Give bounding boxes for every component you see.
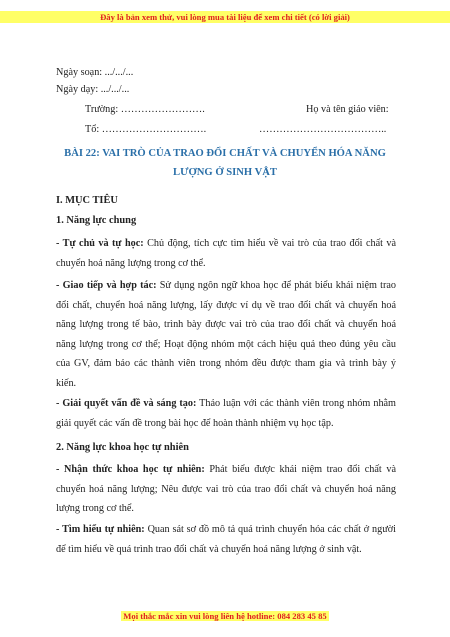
paragraph-text: Quan sát sơ đồ mô tả quá trình chuyển hóa các chất ở người để tìm hiểu về quá trình trao đổi chất và chuyển hoá năng lượng ở sinh vật. — [56, 524, 396, 555]
ngay-soan: Ngày soạn: .../.../... — [56, 67, 134, 78]
paragraph-text: Phát biểu được khái niệm trao đổi chất và chuyển hoá năng lượng; Nêu được vai trò của trao đổi chất và chuyển hoá năng lượng trong cơ thể. — [56, 464, 397, 514]
paragraph-label: - Giao tiếp và hợp tác: — [56, 280, 157, 291]
paragraph-label: - Tự chủ và tự học: — [56, 238, 144, 249]
lesson-title-line2: LƯỢNG Ở SINH VẬT — [173, 167, 277, 178]
paragraph-label: - Nhận thức khoa học tự nhiên: — [56, 464, 205, 475]
ngay-day: Ngày dạy: .../.../... — [56, 84, 130, 95]
to-field: Tổ: …………………………. — [85, 124, 207, 135]
preview-banner-text: Đây là bản xem thử, vui lòng mua tài liệu để xem chi tiết (có lời giải) — [100, 12, 350, 22]
paragraph-text: Chủ động, tích cực tìm hiểu về vai trò của trao đổi chất và chuyển hoá năng lượng trong cơ thể. — [56, 238, 397, 269]
paragraph-communication — [56, 276, 396, 393]
subsection-general-competence: 1. Năng lực chung — [56, 215, 137, 226]
paragraph-self-study — [56, 234, 396, 273]
teacher-name-field: Họ và tên giáo viên: — [306, 104, 389, 115]
paragraph-label: - Giải quyết vấn đề và sáng tạo: — [56, 398, 197, 409]
truong-field: Trường: ……………………. — [85, 104, 205, 115]
paragraph-science-awareness — [56, 460, 396, 519]
hotline-banner-text: Mọi thắc mắc xin vui lòng liên hệ hotline: 084 283 45 85 — [123, 611, 327, 621]
preview-banner — [0, 11, 450, 23]
teacher-name-dots: ……………………………….. — [259, 124, 387, 135]
paragraph-text: Thảo luận với các thành viên trong nhóm nhằm giải quyết các vấn đề trong bài học để hoàn thành nhiệm vụ học tập. — [56, 398, 396, 429]
section-objectives: I. MỤC TIÊU — [56, 195, 118, 206]
paragraph-explore-nature — [56, 520, 396, 559]
paragraph-label: - Tìm hiểu tự nhiên: — [56, 524, 145, 535]
paragraph-problem-solving — [56, 394, 396, 433]
subsection-science-competence: 2. Năng lực khoa học tự nhiên — [56, 442, 189, 453]
paragraph-text: Sử dụng ngôn ngữ khoa học để phát biểu khái niệm trao đổi chất, chuyển hoá năng lượng, lấy được ví dụ về trao đổi chất và chuyển hoá năng lượng trong tế bào, trình bày được vai trò của trao đổi chất và chuyển hoá năng lượng trong cơ thể; Hoạt động nhóm một cách hiệu quả theo đúng yêu cầu của GV, đảm bảo các thành viên trong nhóm đều được tham gia và trình bày ý kiến. — [56, 280, 396, 389]
hotline-banner — [0, 610, 450, 622]
lesson-title-line1: BÀI 22: VAI TRÒ CỦA TRAO ĐỔI CHẤT VÀ CHUYỂN HÓA NĂNG — [64, 148, 386, 159]
